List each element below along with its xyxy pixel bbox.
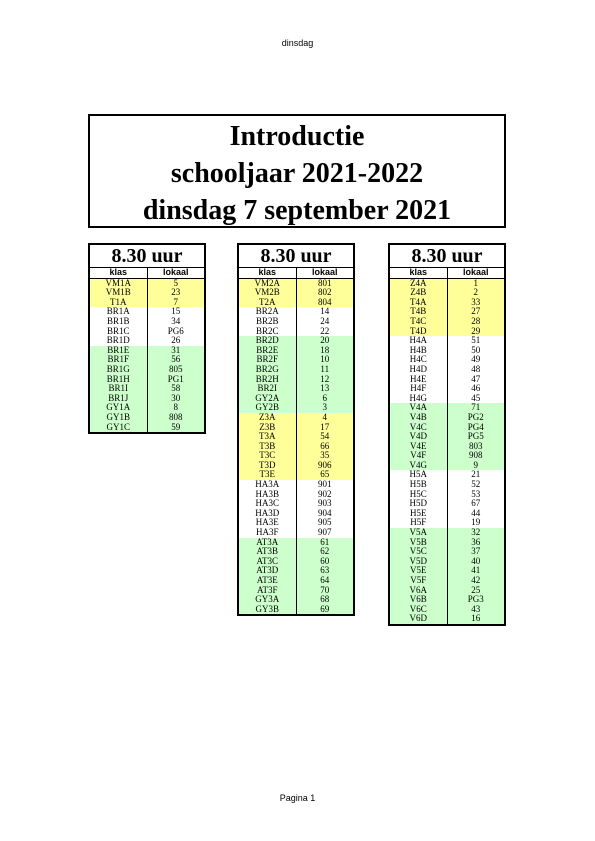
cell-lokaal: 20 <box>296 336 354 346</box>
cell-klas: AT3A <box>238 538 296 548</box>
cell-klas: BR1D <box>89 336 147 346</box>
cell-lokaal: 23 <box>147 288 205 298</box>
cell-lokaal: 59 <box>147 423 205 434</box>
cell-klas: T3B <box>238 442 296 452</box>
cell-lokaal: 5 <box>147 278 205 288</box>
cell-lokaal: 31 <box>147 346 205 356</box>
table-row <box>389 365 505 375</box>
table-row <box>389 547 505 557</box>
cell-klas: V5A <box>389 528 447 538</box>
cell-klas: HA3B <box>238 490 296 500</box>
cell-klas: V4A <box>389 403 447 413</box>
cell-klas: Z4B <box>389 288 447 298</box>
cell-lokaal: 802 <box>296 288 354 298</box>
cell-klas: BR2G <box>238 365 296 375</box>
cell-lokaal: 56 <box>147 355 205 365</box>
cell-klas: BR1E <box>89 346 147 356</box>
table-row <box>238 346 354 356</box>
cell-klas: VM2A <box>238 278 296 288</box>
table-row <box>389 451 505 461</box>
col-header-klas: klas <box>238 268 296 278</box>
cell-lokaal: 29 <box>447 327 505 337</box>
table-row <box>389 442 505 452</box>
cell-klas: HA3F <box>238 528 296 538</box>
cell-lokaal: PG1 <box>147 375 205 385</box>
cell-lokaal: 17 <box>296 423 354 433</box>
table-row <box>389 394 505 404</box>
cell-lokaal: 58 <box>147 384 205 394</box>
cell-klas: H5A <box>389 470 447 480</box>
schedule-column-3 <box>388 243 506 626</box>
cell-lokaal: 904 <box>296 509 354 519</box>
cell-klas: V4G <box>389 461 447 471</box>
cell-lokaal: 45 <box>447 394 505 404</box>
cell-klas: BR2H <box>238 375 296 385</box>
title-box <box>88 114 506 228</box>
cell-lokaal: 804 <box>296 298 354 308</box>
cell-lokaal: 12 <box>296 375 354 385</box>
cell-lokaal: 66 <box>296 442 354 452</box>
cell-klas: VM1B <box>89 288 147 298</box>
cell-lokaal: PG5 <box>447 432 505 442</box>
table-row <box>389 423 505 433</box>
cell-klas: V5D <box>389 557 447 567</box>
cell-lokaal: 21 <box>447 470 505 480</box>
cell-klas: BR2F <box>238 355 296 365</box>
cell-lokaal: 69 <box>296 605 354 616</box>
column-time-heading: 8.30 uur <box>237 243 355 268</box>
cell-klas: BR2B <box>238 317 296 327</box>
table-row <box>389 595 505 605</box>
cell-klas: V6B <box>389 595 447 605</box>
column-time-heading: 8.30 uur <box>388 243 506 268</box>
cell-klas: HA3C <box>238 499 296 509</box>
table-row <box>238 423 354 433</box>
table-row <box>238 451 354 461</box>
cell-klas: GY3A <box>238 595 296 605</box>
cell-lokaal: 67 <box>447 499 505 509</box>
table-row <box>89 288 205 298</box>
cell-klas: Z3A <box>238 413 296 423</box>
cell-lokaal: PG3 <box>447 595 505 605</box>
cell-lokaal: 805 <box>147 365 205 375</box>
cell-klas: AT3F <box>238 586 296 596</box>
table-row <box>389 461 505 471</box>
cell-lokaal: 42 <box>447 576 505 586</box>
table-row <box>389 432 505 442</box>
cell-lokaal: 53 <box>447 490 505 500</box>
table-row <box>389 490 505 500</box>
cell-lokaal: 901 <box>296 480 354 490</box>
cell-lokaal: 25 <box>447 586 505 596</box>
col-header-lokaal: lokaal <box>447 268 505 278</box>
table-row <box>389 499 505 509</box>
table-row <box>389 614 505 625</box>
cell-lokaal: 1 <box>447 278 505 288</box>
cell-klas: HA3E <box>238 518 296 528</box>
cell-klas: V5C <box>389 547 447 557</box>
cell-lokaal: 64 <box>296 576 354 586</box>
cell-lokaal: 903 <box>296 499 354 509</box>
cell-klas: VM1A <box>89 278 147 288</box>
table-row <box>238 442 354 452</box>
cell-lokaal: 801 <box>296 278 354 288</box>
cell-klas: AT3B <box>238 547 296 557</box>
title-line-1: Introductie <box>229 121 365 152</box>
table-row <box>389 605 505 615</box>
cell-lokaal: PG6 <box>147 327 205 337</box>
cell-lokaal: 60 <box>296 557 354 567</box>
table-row <box>389 470 505 480</box>
cell-lokaal: 49 <box>447 355 505 365</box>
cell-lokaal: 6 <box>296 394 354 404</box>
cell-lokaal: 68 <box>296 595 354 605</box>
cell-lokaal: 13 <box>296 384 354 394</box>
cell-lokaal: 803 <box>447 442 505 452</box>
table-row <box>238 288 354 298</box>
cell-klas: T4C <box>389 317 447 327</box>
cell-klas: V6C <box>389 605 447 615</box>
table-row <box>389 327 505 337</box>
cell-klas: BR1A <box>89 307 147 317</box>
cell-klas: V4F <box>389 451 447 461</box>
table-row <box>238 461 354 471</box>
cell-klas: V4C <box>389 423 447 433</box>
cell-klas: H5E <box>389 509 447 519</box>
cell-klas: H4D <box>389 365 447 375</box>
cell-klas: BR1B <box>89 317 147 327</box>
cell-lokaal: 11 <box>296 365 354 375</box>
cell-klas: BR1G <box>89 365 147 375</box>
table-row <box>238 432 354 442</box>
table-row <box>389 307 505 317</box>
table-row <box>238 605 354 616</box>
cell-klas: V5F <box>389 576 447 586</box>
cell-klas: H4E <box>389 375 447 385</box>
cell-klas: AT3C <box>238 557 296 567</box>
cell-klas: H4B <box>389 346 447 356</box>
cell-klas: AT3E <box>238 576 296 586</box>
cell-lokaal: 50 <box>447 346 505 356</box>
cell-lokaal: 902 <box>296 490 354 500</box>
cell-lokaal: 9 <box>447 461 505 471</box>
page-footer: Pagina 1 <box>279 793 316 803</box>
cell-klas: V6A <box>389 586 447 596</box>
cell-lokaal: 48 <box>447 365 505 375</box>
cell-klas: GY2B <box>238 403 296 413</box>
cell-lokaal: 35 <box>296 451 354 461</box>
cell-lokaal: PG2 <box>447 413 505 423</box>
cell-lokaal: 3 <box>296 403 354 413</box>
table-row <box>389 413 505 423</box>
cell-klas: V4D <box>389 432 447 442</box>
table-row <box>238 576 354 586</box>
page-header: dinsdag <box>281 38 314 48</box>
cell-klas: V5B <box>389 538 447 548</box>
schedule-column-1 <box>88 243 206 434</box>
table-row <box>389 566 505 576</box>
col-header-klas: klas <box>389 268 447 278</box>
cell-lokaal: 54 <box>296 432 354 442</box>
table-row <box>389 288 505 298</box>
table-row <box>238 413 354 423</box>
schedule-table <box>388 268 506 626</box>
cell-lokaal: 32 <box>447 528 505 538</box>
col-header-lokaal: lokaal <box>296 268 354 278</box>
table-row <box>89 375 205 385</box>
cell-lokaal: 51 <box>447 336 505 346</box>
cell-klas: BR2C <box>238 327 296 337</box>
cell-lokaal: 26 <box>147 336 205 346</box>
cell-klas: H4C <box>389 355 447 365</box>
table-row <box>89 384 205 394</box>
cell-lokaal: 33 <box>447 298 505 308</box>
title-line-2: schooljaar 2021-2022 <box>170 158 424 189</box>
cell-klas: V6D <box>389 614 447 625</box>
cell-lokaal: 27 <box>447 307 505 317</box>
cell-lokaal: 71 <box>447 403 505 413</box>
cell-lokaal: 10 <box>296 355 354 365</box>
cell-lokaal: 8 <box>147 403 205 413</box>
cell-lokaal: 907 <box>296 528 354 538</box>
schedule-table <box>88 268 206 434</box>
cell-lokaal: 906 <box>296 461 354 471</box>
cell-lokaal: 44 <box>447 509 505 519</box>
cell-lokaal: 4 <box>296 413 354 423</box>
cell-klas: GY2A <box>238 394 296 404</box>
cell-lokaal: 14 <box>296 307 354 317</box>
cell-lokaal: 61 <box>296 538 354 548</box>
cell-klas: H5C <box>389 490 447 500</box>
col-header-klas: klas <box>89 268 147 278</box>
cell-lokaal: 905 <box>296 518 354 528</box>
cell-lokaal: 47 <box>447 375 505 385</box>
table-row <box>389 480 505 490</box>
cell-lokaal: 28 <box>447 317 505 327</box>
cell-klas: BR2E <box>238 346 296 356</box>
cell-lokaal: 37 <box>447 547 505 557</box>
schedule-column-2 <box>237 243 355 616</box>
cell-klas: HA3D <box>238 509 296 519</box>
table-row <box>238 547 354 557</box>
cell-klas: GY3B <box>238 605 296 616</box>
cell-lokaal: 62 <box>296 547 354 557</box>
cell-klas: BR1J <box>89 394 147 404</box>
cell-klas: T4B <box>389 307 447 317</box>
cell-klas: T3C <box>238 451 296 461</box>
cell-klas: H5B <box>389 480 447 490</box>
table-row <box>389 298 505 308</box>
cell-lokaal: 908 <box>447 451 505 461</box>
cell-klas: V5E <box>389 566 447 576</box>
cell-klas: GY1B <box>89 413 147 423</box>
table-row <box>389 557 505 567</box>
cell-lokaal: 19 <box>447 518 505 528</box>
cell-lokaal: 40 <box>447 557 505 567</box>
cell-klas: HA3A <box>238 480 296 490</box>
cell-lokaal: 7 <box>147 298 205 308</box>
cell-klas: BR2D <box>238 336 296 346</box>
cell-lokaal: 16 <box>447 614 505 625</box>
cell-klas: T3E <box>238 470 296 480</box>
cell-klas: H5D <box>389 499 447 509</box>
table-row <box>389 509 505 519</box>
cell-klas: AT3D <box>238 566 296 576</box>
table-row <box>389 278 505 288</box>
column-time-heading: 8.30 uur <box>88 243 206 268</box>
table-row <box>389 355 505 365</box>
cell-lokaal: 65 <box>296 470 354 480</box>
cell-lokaal: 63 <box>296 566 354 576</box>
cell-klas: BR2I <box>238 384 296 394</box>
cell-klas: BR1I <box>89 384 147 394</box>
cell-lokaal: 43 <box>447 605 505 615</box>
cell-klas: T3A <box>238 432 296 442</box>
table-row <box>389 375 505 385</box>
schedule-table <box>237 268 355 616</box>
cell-lokaal: 24 <box>296 317 354 327</box>
cell-klas: BR2A <box>238 307 296 317</box>
cell-lokaal: 15 <box>147 307 205 317</box>
cell-klas: H5F <box>389 518 447 528</box>
cell-klas: T4D <box>389 327 447 337</box>
cell-lokaal: 808 <box>147 413 205 423</box>
table-row <box>389 518 505 528</box>
cell-klas: T4A <box>389 298 447 308</box>
table-row <box>389 384 505 394</box>
cell-lokaal: 52 <box>447 480 505 490</box>
cell-klas: Z3B <box>238 423 296 433</box>
cell-klas: H4G <box>389 394 447 404</box>
cell-lokaal: 46 <box>447 384 505 394</box>
table-row <box>89 423 205 434</box>
cell-lokaal: 41 <box>447 566 505 576</box>
cell-lokaal: 30 <box>147 394 205 404</box>
table-row <box>389 403 505 413</box>
cell-klas: BR1F <box>89 355 147 365</box>
cell-klas: Z4A <box>389 278 447 288</box>
table-row <box>389 586 505 596</box>
cell-lokaal: 18 <box>296 346 354 356</box>
cell-klas: T1A <box>89 298 147 308</box>
cell-lokaal: PG4 <box>447 423 505 433</box>
title-line-3: dinsdag 7 september 2021 <box>142 195 452 226</box>
table-row <box>389 576 505 586</box>
cell-klas: GY1A <box>89 403 147 413</box>
cell-klas: BR1C <box>89 327 147 337</box>
table-row <box>238 403 354 413</box>
cell-klas: BR1H <box>89 375 147 385</box>
cell-klas: H4A <box>389 336 447 346</box>
col-header-lokaal: lokaal <box>147 268 205 278</box>
cell-klas: T3D <box>238 461 296 471</box>
cell-klas: H4F <box>389 384 447 394</box>
cell-klas: V4B <box>389 413 447 423</box>
table-row <box>389 538 505 548</box>
cell-klas: VM2B <box>238 288 296 298</box>
table-row <box>238 566 354 576</box>
table-row <box>389 528 505 538</box>
cell-klas: T2A <box>238 298 296 308</box>
cell-lokaal: 2 <box>447 288 505 298</box>
cell-lokaal: 36 <box>447 538 505 548</box>
table-row <box>389 317 505 327</box>
table-row <box>238 538 354 548</box>
cell-lokaal: 22 <box>296 327 354 337</box>
cell-klas: V4E <box>389 442 447 452</box>
table-row <box>89 346 205 356</box>
cell-lokaal: 70 <box>296 586 354 596</box>
cell-klas: GY1C <box>89 423 147 434</box>
table-row <box>389 336 505 346</box>
table-row <box>238 375 354 385</box>
cell-lokaal: 34 <box>147 317 205 327</box>
table-row <box>389 346 505 356</box>
